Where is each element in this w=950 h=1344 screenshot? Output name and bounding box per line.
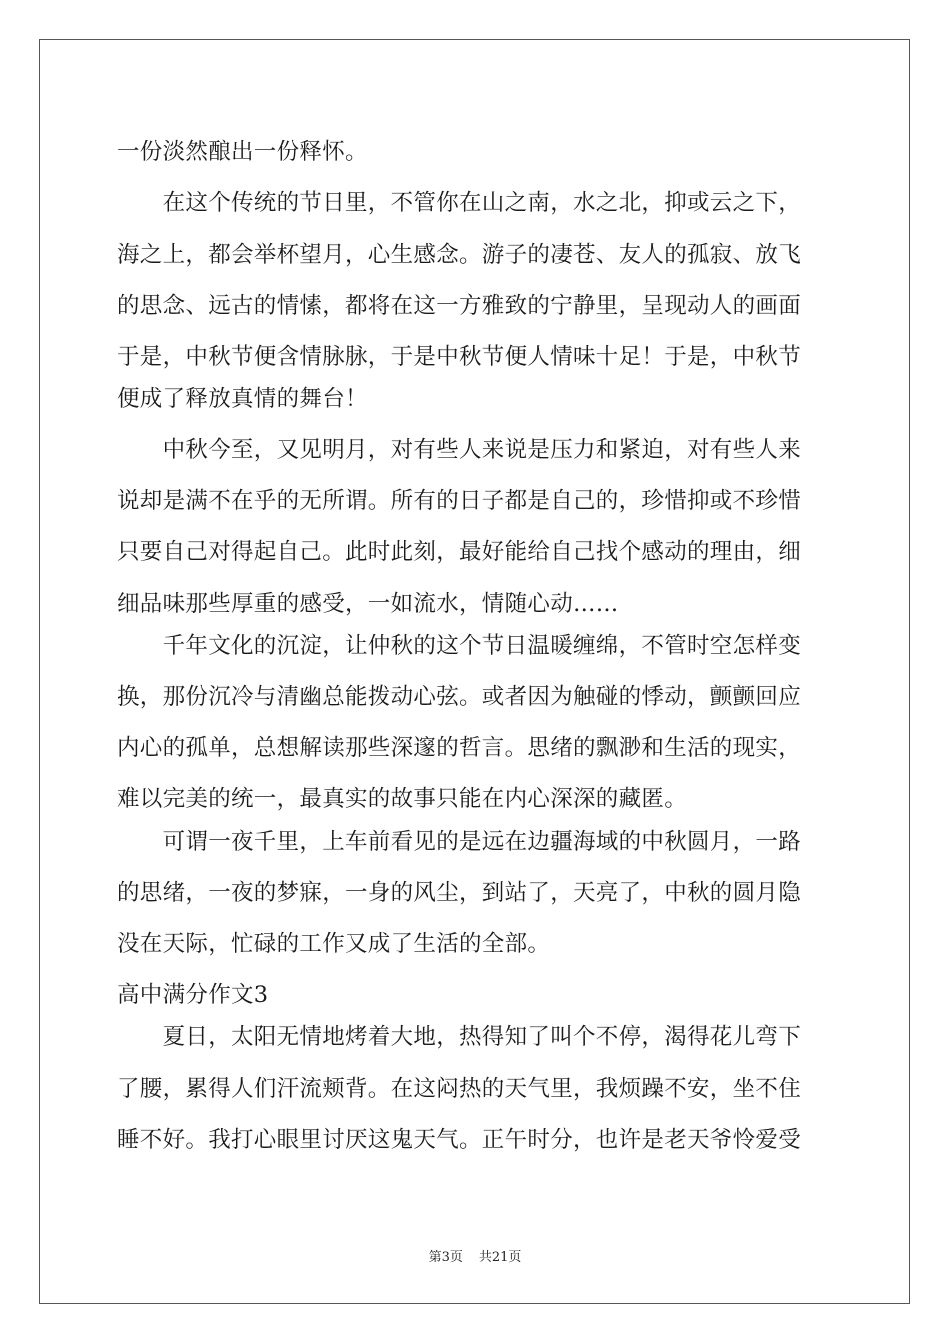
text-line: 海之上，都会举杯望月，心生感念。游子的凄苍、友人的孤寂、放飞 (117, 242, 802, 268)
text-line: 在这个传统的节日里，不管你在山之南，水之北，抑或云之下， (117, 190, 802, 216)
text-line: 中秋今至，又见明月，对有些人来说是压力和紧迫，对有些人来 (117, 437, 802, 463)
text-line: 说却是满不在乎的无所谓。所有的日子都是自己的，珍惜抑或不珍惜 (117, 488, 802, 514)
text-line: 可谓一夜千里，上车前看见的是远在边疆海域的中秋圆月，一路 (117, 829, 802, 855)
text-line: 换，那份沉冷与清幽总能拨动心弦。或者因为触碰的悸动，颤颤回应 (117, 684, 802, 710)
text-line: 一份淡然酿出一份释怀。 (117, 139, 368, 165)
text-line: 只要自己对得起自己。此时此刻，最好能给自己找个感动的理由，细 (117, 539, 802, 565)
page-border (39, 39, 910, 1304)
page-footer (0, 1250, 950, 1266)
text-line: 了腰，累得人们汗流颊背。在这闷热的天气里，我烦躁不安，坐不住 (117, 1076, 802, 1102)
text-line: 的思念、远古的情愫，都将在这一方雅致的宁静里，呈现动人的画面 (117, 293, 802, 319)
text-line: 夏日，太阳无情地烤着大地，热得知了叫个不停，渴得花儿弯下 (117, 1024, 802, 1050)
text-line: 千年文化的沉淀，让仲秋的这个节日温暖缠绵，不管时空怎样变 (117, 633, 802, 659)
text-line: 没在天际，忙碌的工作又成了生活的全部。 (117, 931, 551, 957)
section-heading: 高中满分作文3 (117, 982, 269, 1008)
page-total: 共21页 (478, 1250, 522, 1265)
text-line: 内心的孤单，总想解读那些深邃的哲言。思绪的飘渺和生活的现实， (117, 735, 802, 761)
page-number: 第3页 (428, 1250, 463, 1265)
text-line: 的思绪，一夜的梦寐，一身的风尘，到站了，天亮了，中秋的圆月隐 (117, 880, 802, 906)
text-line: 于是，中秋节便含情脉脉，于是中秋节便人情味十足！于是，中秋节 (117, 344, 802, 370)
text-line: 难以完美的统一，最真实的故事只能在内心深深的藏匿。 (117, 786, 688, 812)
text-line: 细品味那些厚重的感受，一如流水，情随心动…… (117, 591, 619, 617)
text-line: 睡不好。我打心眼里讨厌这鬼天气。正午时分，也许是老天爷怜爱受 (117, 1127, 802, 1153)
text-line: 便成了释放真情的舞台！ (117, 386, 368, 412)
